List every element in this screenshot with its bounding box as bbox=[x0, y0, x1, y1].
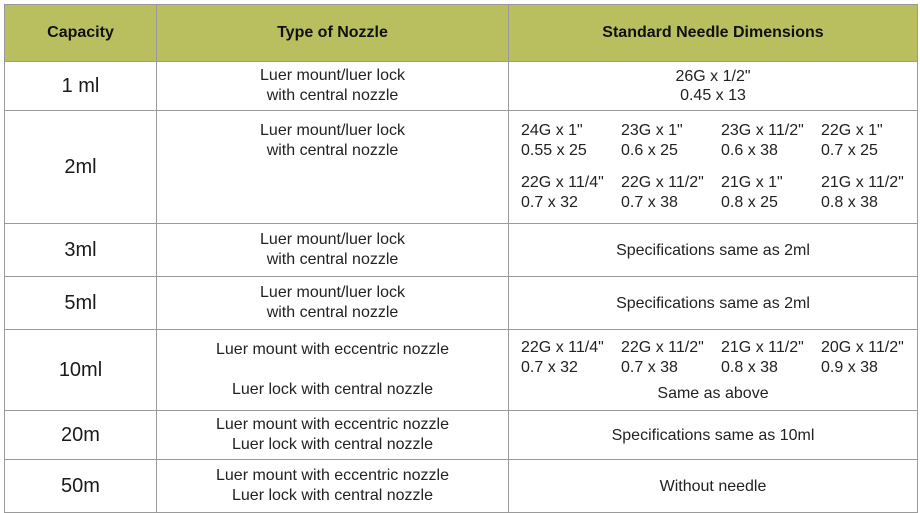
dimensions-cell bbox=[509, 62, 918, 111]
dimensions-cell bbox=[509, 111, 918, 224]
nozzle-cell bbox=[157, 460, 509, 513]
nozzle-line: Luer mount with eccentric nozzle bbox=[216, 416, 449, 433]
nozzle-line: Luer lock with central nozzle bbox=[232, 436, 433, 453]
table-row bbox=[5, 330, 918, 411]
nozzle-line: Luer mount/luer lock bbox=[260, 122, 405, 139]
needle-size: 0.8 x 38 bbox=[821, 194, 878, 211]
table-row bbox=[5, 62, 918, 111]
needle-size: 0.8 x 25 bbox=[721, 194, 778, 211]
needle-grid bbox=[509, 338, 917, 378]
needle-size: 0.6 x 25 bbox=[621, 142, 678, 159]
nozzle-line: with central nozzle bbox=[266, 142, 399, 159]
needle-gauge: 21G x 11/2" bbox=[821, 174, 904, 191]
needle-size: 0.9 x 38 bbox=[821, 358, 878, 376]
nozzle-cell bbox=[157, 411, 509, 460]
needle-gauge: 23G x 1" bbox=[621, 122, 683, 139]
nozzle-line: with central nozzle bbox=[266, 304, 399, 321]
nozzle-line: Luer mount with eccentric nozzle bbox=[216, 467, 449, 484]
needle-gauge: 22G x 1" bbox=[821, 122, 883, 139]
needle-gauge: 22G x 11/2" bbox=[621, 174, 704, 191]
nozzle-line: Luer mount/luer lock bbox=[260, 231, 405, 248]
needle-gauge: 20G x 11/2" bbox=[821, 338, 904, 356]
header-nozzle: Type of Nozzle bbox=[157, 5, 509, 62]
capacity-cell: 2ml bbox=[5, 111, 157, 224]
nozzle-cell bbox=[157, 111, 509, 224]
needle-gauge: 21G x 11/2" bbox=[721, 338, 804, 356]
needle-size: 0.6 x 38 bbox=[721, 142, 778, 159]
capacity-cell: 3ml bbox=[5, 224, 157, 277]
needle-gauge: 21G x 1" bbox=[721, 174, 783, 191]
table-row bbox=[5, 460, 918, 513]
needle-size: 0.7 x 32 bbox=[521, 358, 578, 376]
needle-size: 0.7 x 38 bbox=[621, 194, 678, 211]
dimensions-cell: Specifications same as 2ml bbox=[509, 277, 918, 330]
nozzle-line: Luer lock with central nozzle bbox=[232, 487, 433, 504]
capacity-cell: 50m bbox=[5, 460, 157, 513]
dimensions-cell bbox=[509, 330, 918, 411]
needle-gauge: 23G x 11/2" bbox=[721, 122, 804, 139]
nozzle-line: Luer lock with central nozzle bbox=[232, 381, 433, 398]
needle-gauge: 26G x 1/2" bbox=[675, 68, 751, 85]
nozzle-cell bbox=[157, 62, 509, 111]
dimensions-cell: Without needle bbox=[509, 460, 918, 513]
table-row bbox=[5, 224, 918, 277]
needle-gauge: 22G x 11/2" bbox=[621, 338, 704, 356]
needle-size: 0.8 x 38 bbox=[721, 358, 778, 376]
capacity-cell: 10ml bbox=[5, 330, 157, 411]
needle-grid bbox=[509, 121, 917, 213]
needle-size: 0.55 x 25 bbox=[521, 142, 587, 159]
needle-spec-table bbox=[4, 4, 918, 513]
header-capacity: Capacity bbox=[5, 5, 157, 62]
table-row bbox=[5, 411, 918, 460]
capacity-cell: 5ml bbox=[5, 277, 157, 330]
same-as-above-note: Same as above bbox=[657, 384, 769, 402]
nozzle-line: with central nozzle bbox=[266, 87, 399, 104]
table-row bbox=[5, 277, 918, 330]
needle-gauge: 24G x 1" bbox=[521, 122, 583, 139]
header-row bbox=[5, 5, 918, 62]
table-row bbox=[5, 111, 918, 224]
capacity-cell: 20m bbox=[5, 411, 157, 460]
dimensions-cell: Specifications same as 10ml bbox=[509, 411, 918, 460]
nozzle-line: Luer mount/luer lock bbox=[260, 67, 405, 84]
needle-gauge: 22G x 11/4" bbox=[521, 174, 604, 191]
nozzle-line: Luer mount/luer lock bbox=[260, 284, 405, 301]
needle-size: 0.45 x 13 bbox=[680, 87, 746, 104]
needle-size: 0.7 x 25 bbox=[821, 142, 878, 159]
dimensions-cell: Specifications same as 2ml bbox=[509, 224, 918, 277]
needle-size: 0.7 x 38 bbox=[621, 358, 678, 376]
capacity-cell: 1 ml bbox=[5, 62, 157, 111]
nozzle-cell bbox=[157, 224, 509, 277]
nozzle-line: Luer mount with eccentric nozzle bbox=[216, 341, 449, 358]
header-dimensions: Standard Needle Dimensions bbox=[509, 5, 918, 62]
nozzle-cell bbox=[157, 277, 509, 330]
needle-size: 0.7 x 32 bbox=[521, 194, 578, 211]
nozzle-cell bbox=[157, 330, 509, 411]
needle-gauge: 22G x 11/4" bbox=[521, 338, 604, 356]
nozzle-line: with central nozzle bbox=[266, 251, 399, 268]
